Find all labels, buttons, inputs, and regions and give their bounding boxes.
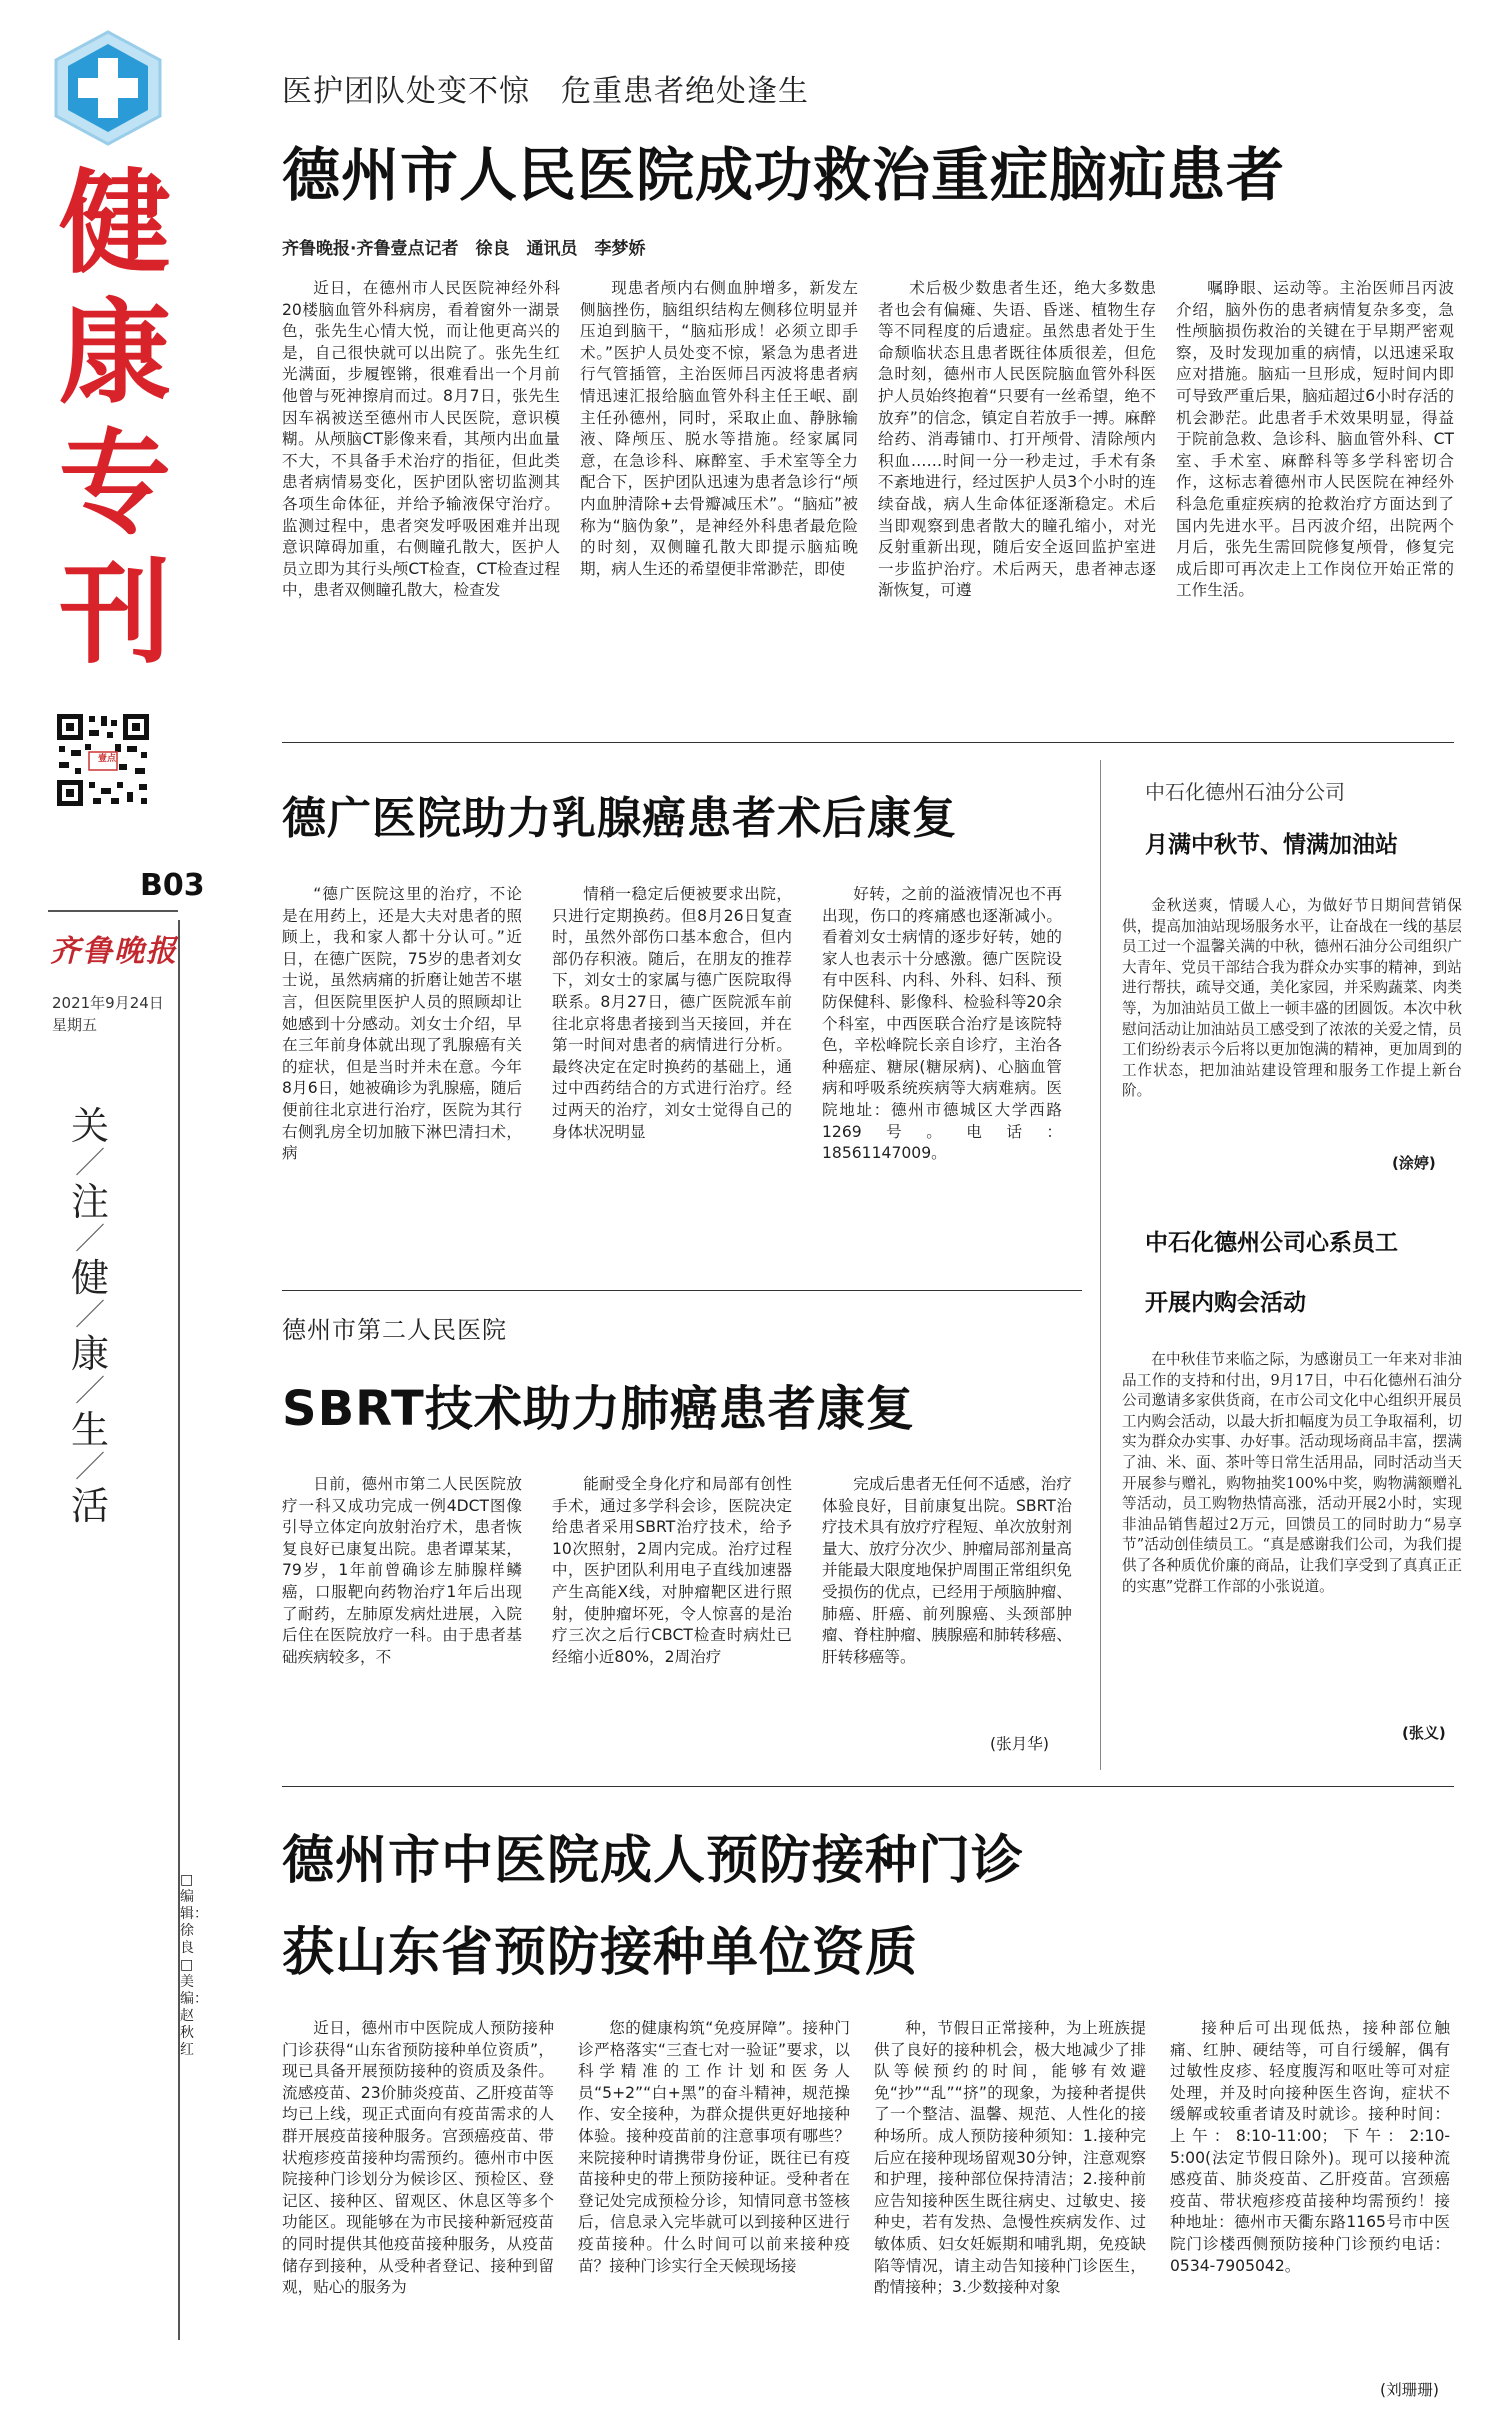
article4-text: 接种后可出现低热，接种部位触痛、红肿、硬结等，可自行缓解，偶有过敏性皮疹、轻度腹泻和呕吐等可对症处理，并及时向接种医生咨询，症状不缓解或较重者请及时就诊。接种时间：上午：8:10-11:00；下午：2:10-5:00(法定节假日除外)。现可以接种流感疫苗、肺炎疫苗、乙肝疫苗。宫颈癌疫苗、带状疱疹疫苗接种均需预约！接种地址：德州市天衢东路1165号市中医院门诊楼西侧预防接种门诊预约电话：0534-7905042。 [1170,2019,1450,2275]
article4-column-1 [282,2018,554,2388]
sidebar-body-1 [1122,896,1462,1160]
sidebar-text: 在中秋佳节来临之际，为感谢员工一年来对非油品工作的支持和付出，9月17日，中石化德州石油分公司邀请多家供货商，在市公司文化中心组织开展员工内购会活动，以最大折扣幅度为员工争取福利，切实为群众办实事、办好事。活动现场商品丰富，摆满了油、米、面、茶叶等日常生活用品，同时活动当天开展参与赠礼，购物抽奖100%中奖，购物满额赠礼等活动，员工购物热情高涨，活动开展2小时，实现非油品销售超过2万元，回馈员工的同时助力“易享节”活动创佳绩员工。“真是感谢我们公司，为我们提供了各种质优价廉的商品，让我们享受到了真真正正的实惠”党群工作部的小张说道。 [1122,1351,1462,1595]
article4-text: 您的健康构筑“免疫屏障”。接种门诊严格落实“三查七对一验证”要求，以科学精准的工作计划和医务人员“5+2”“白+黑”的奋斗精神，规范操作、安全接种，为群众提供更好地接种体验。接种疫苗前的注意事项有哪些？来院接种时请携带身份证，既往已有疫苗接种史的带上预防接种证。受种者在登记处完成预检分诊，知情同意书签核后，信息录入完毕就可以到接种区进行疫苗接种。什么时间可以前来接种疫苗？接种门诊实行全天候现场接 [578,2019,850,2275]
page-number: B03 [140,868,205,903]
motto-char: 活 [70,1484,109,1528]
rail-divider [48,910,178,912]
article2-column-3 [822,884,1062,1244]
article3-text: 完成后患者无任何不适感，治疗体验良好，目前康复出院。SBRT治疗技术具有放疗疗程短、单次放射剂量大、放疗分次少、肿瘤局部剂量高并能最大限度地保护周围正常组织免受损伤的优点，已经用于颅脑肿瘤、肺癌、肝癌、前列腺癌、头颈部肿瘤、脊柱肿瘤、胰腺癌和肺转移癌、肝转移癌等。 [822,1475,1072,1666]
article1-headline: 德州市人民医院成功救治重症脑疝患者 [282,141,1286,209]
editor-credit: □编辑：徐良 □美编：赵秋红 [180,1872,208,2058]
article2-column-1 [282,884,522,1244]
article4-column-2 [578,2018,850,2388]
motto: 关 ／ 注 ／ 健 ／ 康 ／ 生 ／ 活 [70,1104,109,1528]
motto-char: 健 [70,1256,109,1300]
sidebar-text: 金秋送爽，情暖人心，为做好节日期间营销保供，提高加油站现场服务水平，让奋战在一线的基层员工过一个温馨关满的中秋，德州石油分公司组织广大青年、党员干部结合我为群众办实事的精神，到站进行帮扶，疏导交通，美化家园，并采购蔬菜、肉类等，为加油站员工做上一顿丰盛的团圆饭。本次中秋慰问活动让加油站员工感受到了浓浓的关爱之情，员工们纷纷表示今后将以更加饱满的精神，更加周到的工作状态，把加油站建设管理和服务工作提上新台阶。 [1122,897,1462,1100]
section-title-char-3: 专 [59,419,171,549]
article3-column-3 [822,1474,1072,1724]
article1-byline: 齐鲁晚报·齐鲁壹点记者 徐良 通讯员 李梦娇 [282,239,646,259]
article4-signature: (刘珊珊) [1380,2381,1439,2399]
sidebar-signature-2: (张义) [1402,1724,1446,1742]
article3-text: 日前，德州市第二人民医院放疗一科又成功完成一例4DCT图像引导立体定向放射治疗术，患者恢复良好已康复出院。患者谭某某，79岁，1年前曾确诊左肺腺样鳞癌，口服靶向药物治疗1年后出现了耐药，左肺原发病灶进展，入院后住在医院放疗一科。由于患者基础疾病较多，不 [282,1475,522,1666]
rail-vertical-rule [178,920,180,2340]
article4-column-3 [874,2018,1146,2388]
section-divider [282,1786,1454,1787]
section-divider [282,742,1454,743]
section-divider [282,1290,1082,1291]
sidebar-title-2b: 开展内购会活动 [1145,1290,1306,1316]
issue-date-text: 2021年9月24日 [52,994,164,1012]
article3-headline: SBRT技术助力肺癌患者康复 [282,1381,915,1437]
motto-char: 生 [70,1408,109,1452]
article2-text: 情稍一稳定后便被要求出院，只进行定期换药。但8月26日复查时，虽然外部伤口基本愈合，但内部仍存积液。随后，在朋友的推荐下，刘女士的家属与德广医院取得联系。8月27日，德广医院派车前往北京将患者接到当天接回，并在第一时间对患者的病情进行分析。最终决定在定时换药的基础上，通过中西药结合的方式进行治疗。经过两天的治疗，刘女士觉得自己的身体状况明显 [552,885,792,1141]
issue-date [52,992,164,1036]
issue-weekday: 星期五 [52,1016,98,1034]
section-title-char-4: 刊 [59,549,171,679]
sidebar-title-1: 月满中秋节、情满加油站 [1145,832,1398,858]
motto-char: 关 [70,1104,109,1148]
newspaper-name: 齐鲁晚报 [50,934,178,969]
article1-column-3 [878,278,1156,710]
article3-kicker: 德州市第二人民医院 [282,1316,507,1344]
sidebar-kicker: 中石化德州石油分公司 [1145,780,1345,804]
article3-text: 能耐受全身化疗和局部有创性手术，通过多学科会诊，医院决定给患者采用SBRT治疗技术，给予10次照射，2周内完成。治疗过程中，医护团队利用电子直线加速器产生高能X线，对肿瘤靶区进行照射，使肿瘤坏死，令人惊喜的是治疗三次之后行CBCT检查时病灶已经缩小近80%，2周治疗 [552,1475,792,1666]
article4-headline-line-2: 获山东省预防接种单位资质 [282,1923,919,1983]
article3-column-1 [282,1474,522,1744]
article1-text: 近日，在德州市人民医院神经外科20楼脑血管外科病房，看着窗外一湖景色，张先生心情大悦，而让他更高兴的是，自己很快就可以出院了。张先生红光满面，步履铿锵，很难看出一个月前他曾与死神擦肩而过。8月7日，张先生因车祸被送至德州市人民医院，意识模糊。从颅脑CT影像来看，其颅内出血量不大，不具备手术治疗的指征，但此类患者病情易变化，医护团队密切监测其各项生命体征，并给予输液保守治疗。监测过程中，患者突发呼吸困难并出现意识障碍加重，右侧瞳孔散大，医护人员立即为其行头颅CT检查，CT检查过程中，患者双侧瞳孔散大，检查发 [282,279,560,600]
article1-kicker: 医护团队处变不惊 危重患者绝处逢生 [282,74,809,109]
sidebar-body-2 [1122,1350,1462,1720]
article2-text: 好转，之前的溢液情况也不再出现，伤口的疼痛感也逐渐减小。看着刘女士病情的逐步好转，她的家人也表示十分感激。德广医院设有中医科、内科、外科、妇科、预防保健科、影像科、检验科等20余个科室，中西医联合治疗是该院特色，辛松峰院长亲自诊疗，主治各种癌症、糖尿(糖尿病)、心脑血管病和呼吸系统疾病等大病难病。医院地址：德州市德城区大学西路1269号。电话：18561147009。 [822,885,1062,1163]
article3-column-2 [552,1474,792,1744]
article4-text: 近日，德州市中医院成人预防接种门诊获得“山东省预防接种单位资质”，现已具备开展预防接种的资质及条件。流感疫苗、23价肺炎疫苗、乙肝疫苗等均已上线，现正式面向有疫苗需求的人群开展疫苗接种服务。宫颈癌疫苗、带状疱疹疫苗接种均需预约。德州市中医院接种门诊划分为候诊区、预检区、登记区、接种区、留观区、休息区等多个功能区。现能够在为市民接种新冠疫苗的同时提供其他疫苗接种服务，从疫苗储存到接种，从受种者登记、接种到留观，贴心的服务为 [282,2019,554,2297]
article1-text: 术后极少数患者生还，绝大多数患者也会有偏瘫、失语、昏迷、植物生存等不同程度的后遗症。虽然患者处于生命颓临状态且患者既往体质很差，但危急时刻，德州市人民医院脑血管外科医护人员始终抱着“只要有一丝希望，绝不放弃”的信念，镇定自若放手一搏。麻醉给药、消毒铺巾、打开颅骨、清除颅内积血……时间一分一秒走过，手术有条不紊地进行，经过医护人员3个小时的连续奋战，病人生命体征逐渐稳定。术后当即观察到患者散大的瞳孔缩小，对光反射重新出现，随后安全返回监护室进一步监护治疗。术后两天，患者神志逐渐恢复，可遵 [878,279,1156,600]
article2-text: “德广医院这里的治疗，不论是在用药上，还是大夫对患者的照顾上，我和家人都十分认可。”近日，在德广医院，75岁的患者刘女士说，虽然病痛的折磨让她苦不堪言，但医院里医护人员的照顾却让她感到十分感动。刘女士介绍，早在三年前身体就出现了乳腺癌有关的症状，但是当时并未在意。今年8月6日，她被确诊为乳腺癌，随后便前往北京进行治疗，医院为其行右侧乳房全切加腋下淋巴清扫术，病 [282,885,522,1163]
article1-column-1 [282,278,560,710]
article3-signature: (张月华) [990,1735,1049,1753]
section-title-char-2: 康 [59,289,171,419]
article1-text: 现患者颅内右侧血肿增多，新发左侧脑挫伤，脑组织结构左侧移位明显并压迫到脑干，“脑疝形成！必须立即手术。”医护人员处变不惊，紧急为患者进行气管插管，主治医师吕丙波将患者病情迅速汇报给脑血管外科主任王岷、副主任孙德州，同时，采取止血、静脉输液、降颅压、脱水等措施。经家属同意，在急诊科、麻醉室、手术室等全力配合下，医护团队迅速为患者急诊行“颅内血肿清除+去骨瓣减压术”。“脑疝”被称为“脑伪象”，是神经外科患者最危险的时刻，双侧瞳孔散大即提示脑疝晚期，病人生还的希望便非常渺茫，即使 [580,279,858,578]
motto-char: 康 [70,1332,109,1376]
article4-column-4 [1170,2018,1450,2378]
hospital-cross-logo-icon [48,28,168,148]
article1-column-2 [580,278,858,710]
article1-column-4 [1176,278,1454,710]
article2-headline: 德广医院助力乳腺癌患者术后康复 [282,793,957,844]
section-title-char-1: 健 [59,159,171,289]
article4-text: 种，节假日正常接种，为上班族提供了良好的接种机会，极大地减少了排队等候预约的时间，能够有效避免“抄”“乱”“挤”的现象，为接种者提供了一个整洁、温馨、规范、人性化的接种场所。成人预防接种须知：1.接种完后应在接种现场留观30分钟，注意观察和护理，接种部位保持清洁；2.接种前应告知接种医生既往病史、过敏史、接种史，若有发热、急慢性疾病发作、过敏体质、妇女妊娠期和哺乳期，免疫缺陷等情况，请主动告知接种门诊医生，酌情接种；3.少数接种对象 [874,2019,1146,2297]
article1-text: 嘱睁眼、运动等。主治医师吕丙波介绍，脑外伤的患者病情复杂多变，急性颅脑损伤救治的关键在于早期严密观察，及时发现加重的病情，以迅速采取应对措施。脑疝一旦形成，短时间内即可导致严重后果，脑疝超过6小时存活的机会渺茫。此患者手术效果明显，得益于院前急救、急诊科、脑血管外科、CT室、手术室、麻醉科等多学科密切合作，这标志着德州市人民医院在神经外科急危重症疾病的抢救治疗方面达到了国内先进水平。吕丙波介绍，出院两个月后，张先生需回院修复颅骨，修复完成后即可再次走上工作岗位开始正常的工作生活。 [1176,279,1454,600]
qr-label: 壹点 [97,754,116,764]
sidebar-rule [1100,760,1101,1770]
sidebar-signature-1: (涂婷) [1392,1154,1436,1172]
sidebar-title-2a: 中石化德州公司心系员工 [1145,1230,1398,1256]
article2-column-2 [552,884,792,1244]
article4-headline-line-1: 德州市中医院成人预防接种门诊 [282,1831,1025,1891]
motto-char: 注 [70,1180,109,1224]
